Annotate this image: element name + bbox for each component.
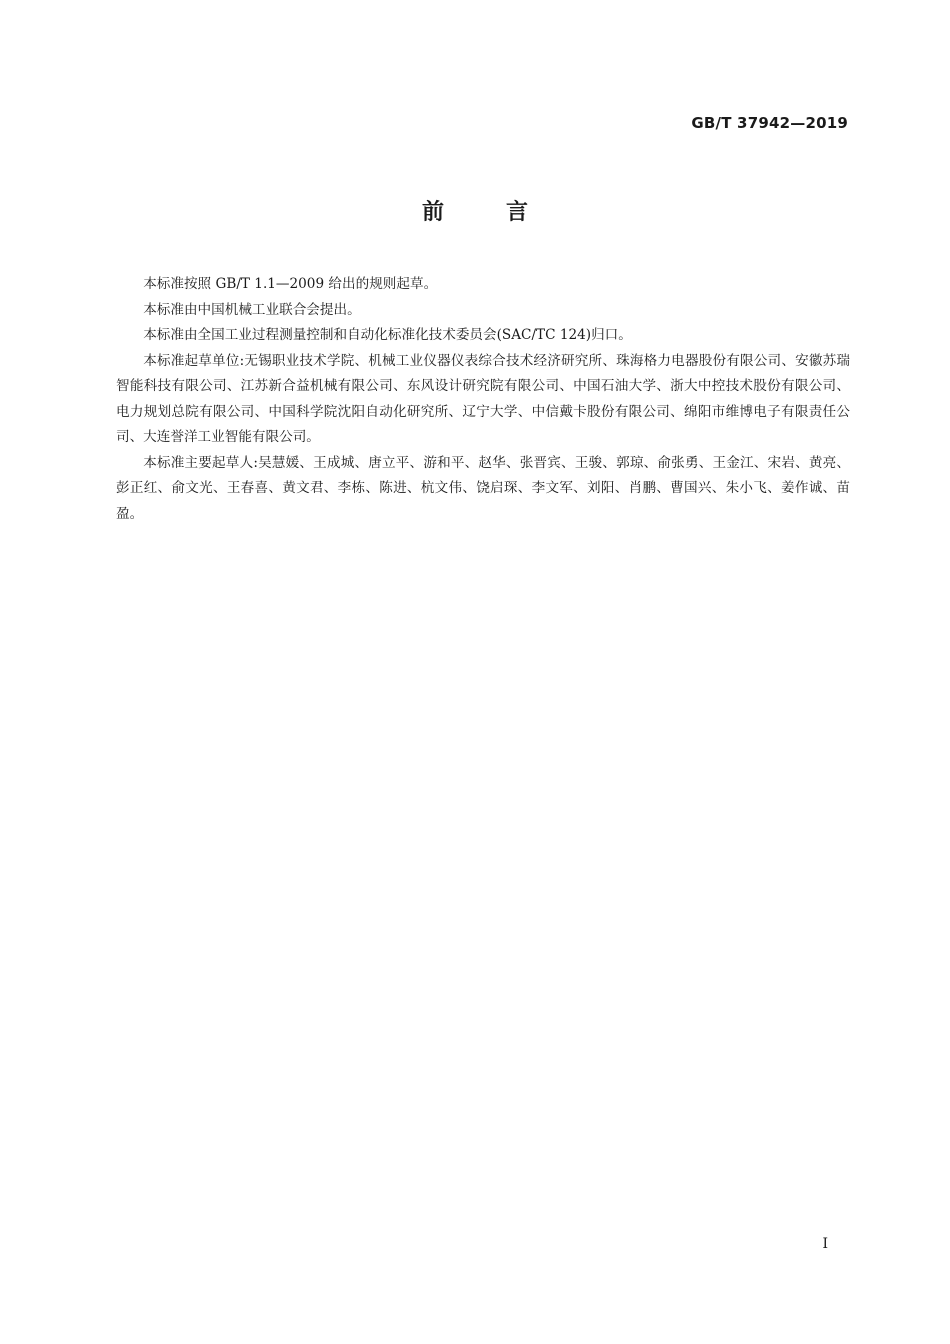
standard-number: GB/T 37942—2019	[691, 114, 848, 132]
paragraph-main-drafters: 本标准主要起草人:吴慧媛、王成城、唐立平、游和平、赵华、张晋宾、王骏、郭琼、俞张勇、王金江、宋岩、黄亮、彭正红、俞文光、王春喜、黄文君、李栋、陈进、杭文伟、饶启琛、李文军、刘阳、肖鹏、曹国兴、朱小飞、姜作诚、苗盈。	[116, 454, 850, 522]
paragraph-drafting-units: 本标准起草单位:无锡职业技术学院、机械工业仪器仪表综合技术经济研究所、珠海格力电器股份有限公司、安徽苏瑞智能科技有限公司、江苏新合益机械有限公司、东风设计研究院有限公司、中国石油大学、浙大中控技术股份有限公司、电力规划总院有限公司、中国科学院沈阳自动化研究所、辽宁大学、中信戴卡股份有限公司、绵阳市维博电子有限责任公司、大连誉洋工业智能有限公司。	[116, 352, 850, 445]
page-number: I	[822, 1236, 828, 1252]
page-title: 前言	[421, 200, 590, 225]
paragraph-proposer: 本标准由中国机械工业联合会提出。	[143, 301, 361, 318]
paragraph-drafting-rules: 本标准按照 GB/T 1.1—2009 给出的规则起草。	[143, 276, 438, 292]
preface-body	[116, 272, 850, 527]
paragraph-administrator: 本标准由全国工业过程测量控制和自动化标准化技术委员会(SAC/TC 124)归口。	[143, 327, 632, 343]
